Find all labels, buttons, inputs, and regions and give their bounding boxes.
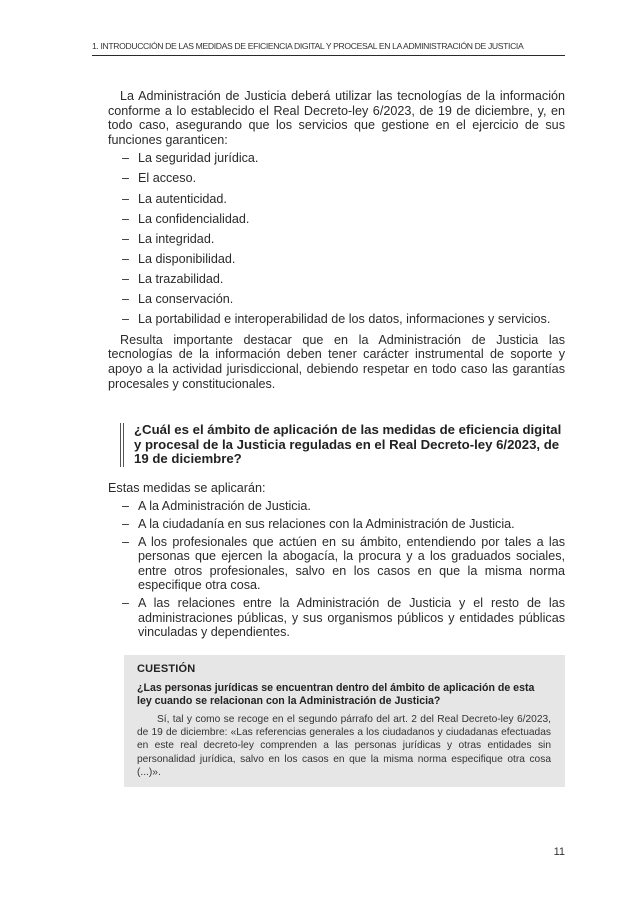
guarantees-list bbox=[108, 151, 565, 326]
list-item: – La disponibilidad. bbox=[108, 252, 565, 267]
section1-closing: Resulta importante destacar que en la Administración de Justicia las tecnologías de la información deben tener carácter instrumental de soporte y apoyo a la actividad jurisdiccional, debiendo respetar en todo caso las garantías procesales y constitucionales. bbox=[108, 332, 565, 391]
list-item: – A las relaciones entre la Administración de Justicia y el resto de las administraciones públicas, y sus organismos públicos y entidades públicas vinculadas y dependientes. bbox=[108, 596, 565, 640]
section2-lead: Estas medidas se aplicarán: bbox=[108, 480, 266, 495]
cuestion-box bbox=[124, 655, 565, 787]
list-item: – La autenticidad. bbox=[108, 192, 565, 207]
page-body bbox=[108, 89, 565, 787]
page-number: 11 bbox=[553, 846, 565, 858]
cuestion-answer: Sí, tal y como se recoge en el segundo párrafo del art. 2 del Real Decreto-ley 6/2023, de 19 de diciembre: «Las referencias generales a los ciudadanos y ciudadanas efectuadas en este real decreto-ley comprenden a las personas jurídicas y otras entidades sin personalidad jurídica, salvo en los casos en que la misma norma especifique otra cosa (...)». bbox=[137, 713, 551, 778]
cuestion-question: ¿Las personas jurídicas se encuentran dentro del ámbito de aplicación de esta ley cuando se relacionan con la Administración de Justicia? bbox=[137, 681, 535, 707]
list-item: – La trazabilidad. bbox=[108, 272, 565, 287]
section2-heading: ¿Cuál es el ámbito de aplicación de las medidas de eficiencia digital y procesal de la Justicia reguladas en el Real Decreto-ley 6/2023, de 19 de diciembre? bbox=[120, 423, 565, 467]
list-item: – A la Administración de Justicia. bbox=[108, 499, 565, 514]
list-item: – A la ciudadanía en sus relaciones con la Administración de Justicia. bbox=[108, 517, 565, 532]
list-item: – El acceso. bbox=[108, 171, 565, 186]
list-item: – La conservación. bbox=[108, 292, 565, 307]
list-item: – La confidencialidad. bbox=[108, 212, 565, 227]
scope-list bbox=[108, 499, 565, 639]
list-item: – La seguridad jurídica. bbox=[108, 151, 565, 166]
running-header: 1. INTRODUCCIÓN DE LAS MEDIDAS DE EFICIENCIA DIGITAL Y PROCESAL EN LA ADMINISTRACIÓN DE JUSTICIA bbox=[92, 41, 565, 56]
list-item: – La portabilidad e interoperabilidad de los datos, informaciones y servicios. bbox=[108, 312, 565, 327]
list-item: – La integridad. bbox=[108, 232, 565, 247]
cuestion-title: CUESTIÓN bbox=[137, 662, 196, 675]
list-item: – A los profesionales que actúen en su ámbito, entendiendo por tales a las personas que ejercen la abogacía, la procura y a los graduados sociales, entre otros profesionales, salvo en los casos en que la misma norma especifique otra cosa. bbox=[108, 535, 565, 593]
section1-intro: La Administración de Justicia deberá utilizar las tecnologías de la información conforme a lo establecido el Real Decreto-ley 6/2023, de 19 de diciembre, y, en todo caso, asegurando que los servicios que gestione en el ejercicio de sus funciones garanticen: bbox=[108, 89, 565, 147]
